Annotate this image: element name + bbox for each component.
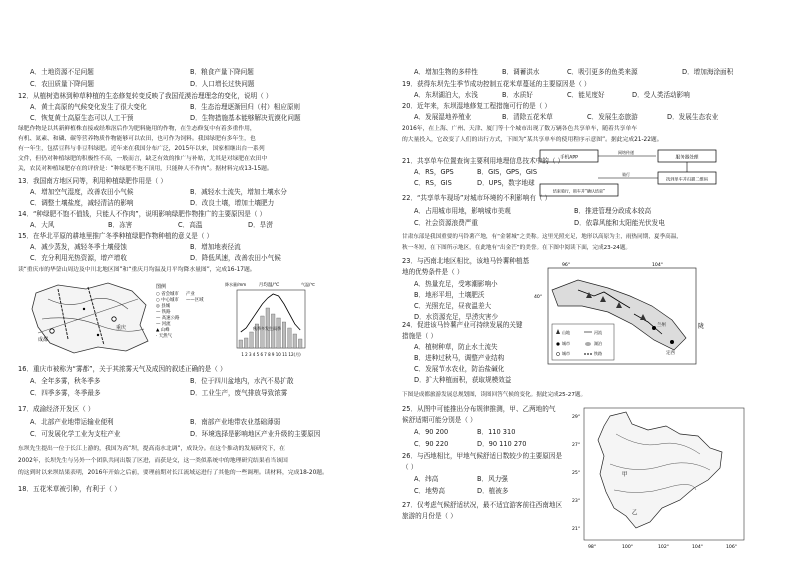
map2-legend-item: 铁路 — [594, 351, 602, 356]
passage-3-line-3: 的这到时以来坝结果表明，2016年开始之后前，要理前期对长江流域运进行了其他的一些调理。读材料，完成18-20题。 — [18, 470, 328, 476]
passage-1-line-4: 文件，但仍对种植绿肥的积极性不高，一般而言，缺乏有效的推广与补贴，尤其是对绿肥在农田中 — [18, 156, 268, 162]
climate-bar — [298, 339, 302, 348]
map1-legend-item: ○ 中心城市 — [156, 298, 179, 303]
q21-option-a[interactable]: A．RS，GPS — [414, 168, 454, 176]
q14-option-b[interactable]: B．冻害 — [108, 221, 133, 229]
flow-box-scan: 找到单车并扫描二维码 — [666, 176, 708, 182]
map2-legend-item: 城市 — [562, 341, 570, 346]
q21-option-c[interactable]: C．RS，GIS — [414, 179, 452, 187]
q20-option-a[interactable]: A．发展湿地养殖业 — [414, 113, 472, 121]
q15-option-d[interactable]: D．降低风速，改善农田小气候 — [190, 254, 281, 262]
q22-option-a[interactable]: A．占用城市用地，影响城市美观 — [414, 207, 511, 215]
passage-4-line-1: 2016年，在上海、广州、天津、厦门等十个城市出现了数万辆各色共享单车，随着共享单车 — [402, 126, 638, 132]
q18-option-a[interactable]: A．增加生物的多样性 — [414, 68, 478, 76]
map3-place-yi: 乙 — [632, 510, 638, 516]
q25-option-a[interactable]: A．90 200 — [414, 428, 449, 436]
climate-bar — [261, 316, 265, 348]
q26-option-c[interactable]: C．地势高 — [414, 487, 445, 495]
q26-option-a[interactable]: A．纬高 — [414, 475, 439, 483]
passage-1-line-2: 有机、氮素、和磷、碳等营养物质作物能够可以农田，也可作为饲料。我国绿肥有多年生，也 — [18, 136, 256, 142]
q16-option-a[interactable]: A．全年多雾，秋冬季多 — [30, 377, 101, 385]
q23-option-c[interactable]: C．光照充足，昼夜温差大 — [414, 302, 492, 310]
q20-option-b[interactable]: B．清除五花米草 — [502, 113, 553, 121]
q12-stem: 12．从植树造林到种草种植的生态修复转变反映了我国荒漠治理理念的变化，说明（ ） — [18, 92, 273, 100]
q25-option-c[interactable]: C．90 220 — [414, 440, 449, 448]
map2-label-long: 陇 — [698, 323, 705, 330]
southwest-climate-map — [570, 404, 750, 554]
q17-option-a[interactable]: A．北部产业地带运输业便利 — [30, 418, 114, 426]
q27-stem: 27．仅考虑气候舒适状况，最不适宜游客前往西南地区旅游的月份是（ ） — [402, 501, 563, 520]
q11-option-b[interactable]: B．粮食产量下降问题 — [190, 68, 254, 76]
map2-legend-item: 河流 — [594, 330, 602, 335]
q12-option-b[interactable]: B．生态治理逐渐回归（村）相应原则 — [190, 103, 301, 111]
passage-3-line-2: 2002年，长坝先生与另外一个团队共同出版了区进，而获是交，这一类似系统中的地理研究结果看当该国 — [18, 458, 288, 464]
map3-lat-label: 23° — [572, 499, 581, 504]
map1-legend-item: — 铁路 — [156, 310, 171, 315]
q22-option-d[interactable]: D．依靠风能和太阳能光伏发电 — [574, 219, 665, 227]
q12-option-a[interactable]: A．黄土高原的气候变化发生了很大变化 — [30, 103, 147, 111]
q26-option-d[interactable]: D．植被多 — [477, 487, 509, 495]
q24-option-c[interactable]: C．发展节水农业，防治盐碱化 — [414, 365, 505, 373]
q11-option-d[interactable]: D．人口增长过快问题 — [190, 80, 255, 88]
passage-3-line-1: 东坝先生提出一位于长江上游的，我国为高“坝，提高南水北调”，成设分。在这个推动的发展研究下，在 — [18, 446, 285, 452]
map1-place-chengdu: 成都 — [38, 337, 49, 343]
map3-lon-label: 102° — [658, 545, 670, 550]
q14-option-d[interactable]: D．旱涝 — [248, 221, 273, 229]
climate-bar — [250, 332, 254, 348]
passage-1-line-1: 绿肥作物是以其新鲜植株直接或经堆沤后作为肥料施用的作物，在生态修复中有着多重作用， — [18, 126, 256, 132]
flow-arrow-ride: 骑行 — [622, 172, 630, 177]
map3-lon-label: 98° — [588, 545, 597, 550]
q11-option-c[interactable]: C．农田质量下降问题 — [30, 80, 94, 88]
q13-option-c[interactable]: C．调整土壤盐度，减轻清洁的影响 — [30, 199, 134, 207]
q17-option-b[interactable]: B．南部产业地带农业基础薄弱 — [190, 418, 281, 426]
q16-option-b[interactable]: B．位于四川盆地内，水汽不易扩散 — [190, 377, 294, 385]
map3-lon-label: 100° — [622, 545, 634, 550]
map1-place-chongqing: 重庆 — [116, 325, 127, 331]
q22-stem: 22．“共享单车现场”对城市环境的不利影响有（ ） — [402, 194, 552, 202]
q26-stem: 26．与西地相比，甲地气候舒适日数较少的主要原因是（ ） — [402, 452, 563, 471]
q23-stem: 23．与西南北地区相比，该地马铃薯种植基地的优势条件是（ ） — [402, 257, 530, 276]
q18-option-c[interactable]: C．吸引更多的鱼类来源 — [567, 68, 638, 76]
map2-lon-104: 104° — [652, 263, 664, 268]
q20-option-d[interactable]: D．发展生态农业 — [667, 113, 719, 121]
map3-lat-label: 27° — [572, 443, 581, 448]
q17-option-c[interactable]: C．可发展化学工业为支柱产业 — [30, 430, 121, 438]
climate-bar — [282, 322, 286, 348]
q22-option-c[interactable]: C．社会资源浪费严重 — [414, 219, 478, 227]
left-column — [18, 0, 388, 562]
q24-option-a[interactable]: A．植树种草，防止水土流失 — [414, 343, 498, 351]
map1-legend-item: — 河流 — [156, 322, 171, 327]
map1-legend-item: ——区域 — [186, 298, 204, 303]
climate-title: 月均温/℃ — [258, 283, 280, 288]
map1-legend-item: — 高速公路 — [156, 316, 180, 321]
map3-lat-label: 29° — [572, 415, 581, 420]
map1-legend-item: ▲ 山峰 — [156, 328, 170, 333]
climate-bar — [239, 340, 243, 348]
q20-option-c[interactable]: C．发展生态旅游 — [587, 113, 638, 121]
q12-option-c[interactable]: C．恢复黄土高原生态可以人工干预 — [30, 114, 134, 122]
q19-option-b[interactable]: B．水质好 — [502, 91, 533, 99]
q24-option-d[interactable]: D．扩大种植面积，获取规模效益 — [414, 376, 512, 384]
map2-place-dingxi: 定西 — [666, 351, 675, 356]
q18-option-b[interactable]: B．调蓄洪水 — [502, 68, 540, 76]
climate-left-axis-label: 降水量/mm — [225, 282, 247, 287]
q21-option-d[interactable]: D．UPS，数字地球 — [477, 179, 535, 187]
climate-bar — [288, 328, 292, 348]
q15-option-c[interactable]: C．充分利用光热资源，增产增收 — [30, 254, 127, 262]
climate-note: 秋季多发生雨季 — [253, 326, 281, 331]
q14-stem: 14．“种绿肥不饱不值钱，只能人不作肉”，说明影响绿肥作物推广的主要原因是（ ） — [18, 210, 267, 218]
q18-option-d[interactable]: D．增加海涂面积 — [682, 68, 734, 76]
climate-x-label: 1 2 3 4 5 6 7 8 9 10 11 12(月) — [241, 352, 301, 357]
q15-option-b[interactable]: B．增加地表径流 — [190, 243, 241, 251]
flow-box-app: 手机APP — [560, 155, 578, 161]
passage-4-line-2: 的大量投入，它改变了人们的出行方式，下图为“某共享单车的使用程序示意图”。据此完成21-22题。 — [402, 137, 663, 143]
climate-bar — [277, 318, 281, 348]
q14-option-a[interactable]: A．大风 — [30, 221, 55, 229]
q15-option-a[interactable]: A．减少蒸发，减轻冬季土壤侵蚀 — [30, 243, 127, 251]
map3-lon-label: 104° — [692, 545, 704, 550]
passage-5-line-1: 甘肃东部是我国重要的马铃薯产地，有“金薯城”之美称。这里光照充足，地形以高原为主，雨热同期，夏季高温， — [402, 234, 682, 240]
q23-option-a[interactable]: A．热量充足，受寒潮影响小 — [414, 280, 498, 288]
q13-option-d[interactable]: D．改良土壤，增加土壤肥力 — [190, 199, 275, 207]
climate-right-axis-label: 气温/℃ — [301, 282, 315, 287]
q19-option-c[interactable]: C．能见度好 — [567, 91, 605, 99]
flow-box-server: 服务器处理 — [675, 155, 699, 161]
map3-lat-label: 25° — [572, 471, 581, 476]
map3-place-jia: 甲 — [622, 472, 628, 478]
map2-legend-item: 城市 — [562, 351, 570, 356]
passage-5-line-2: 秋一冬短，在下图所示地区，在此地有“出金芒”的美誉。在下图中阅读下面，完成23-24题。 — [402, 245, 632, 251]
map2-legend-item: 湖泊 — [594, 341, 602, 346]
map3-lat-label: 21° — [572, 527, 581, 532]
q16-option-c[interactable]: C．四季多雾，冬季最多 — [30, 389, 101, 397]
q26-option-b[interactable]: B．风力强 — [477, 475, 508, 483]
q23-option-d[interactable]: D．水资源充足，旱涝灾害少 — [414, 313, 499, 321]
q21-stem: 21．共享单车位置查询主要利用地理信息技术中的（ ） — [402, 157, 565, 165]
q13-option-b[interactable]: B．减轻水土流失，增加土壤水分 — [190, 188, 287, 196]
q13-option-a[interactable]: A．增加空气湿度，改善农田小气候 — [30, 188, 134, 196]
climate-bar — [244, 338, 248, 348]
chongqing-region-map — [28, 279, 218, 357]
q13-stem: 13．我国南方地区同等，利用种植绿肥作用是（ ） — [18, 177, 167, 185]
passage-6: 下图是成都旅游发展总规划图，读图回答气候的变化。据此完成25-27题。 — [402, 392, 587, 398]
map2-lon-96: 96° — [562, 263, 571, 268]
map2-legend — [552, 324, 614, 360]
q24-option-b[interactable]: B．进种过秋马，调整产业结构 — [414, 354, 505, 362]
gansu-potato-map — [534, 262, 709, 370]
passage-2: 读“重庆市的华蓥山周边及中川北地区图”和“重庆月均温及月平均降水量图”，完成16-17题。 — [18, 267, 256, 273]
map1-legend-item: ○ 省会城市 — [156, 292, 179, 297]
map2-legend-item: 山地 — [562, 330, 570, 335]
q25-option-b[interactable]: B．110 310 — [477, 428, 516, 436]
climate-bar — [293, 334, 297, 348]
map2-place-lanzhou: 兰州 — [657, 323, 666, 328]
climate-bar — [271, 314, 275, 348]
map1-legend-item: 产业 — [186, 292, 195, 297]
q25-stem: 25．从图中可能推出分布规律推测，甲、乙两地的气候舒适期可能分别是（ ） — [402, 405, 556, 424]
q21-option-b[interactable]: B．GIS，GPS，GIS — [477, 168, 538, 176]
q15-stem: 15．在华北平原的耕地里推广冬季种植绿肥作物种植的意义是（ ） — [18, 232, 214, 240]
q22-option-b[interactable]: B．推进管理分政成本较高 — [574, 207, 652, 215]
q24-stem: 24．促进该马铃薯产业可持续发展的关键措施是（ ） — [402, 321, 523, 340]
passage-1-line-3: 有一年生，包括豆科与非豆科绿肥。近年来在我国分布广泛，2015年以来，国家相继出台一系列 — [18, 146, 265, 152]
q19-option-d[interactable]: D．受人类活动影响 — [632, 91, 690, 99]
q20-stem: 20．近年来，东坝湿地修复工程措施可行的是（ ） — [402, 102, 551, 110]
q18-stem: 18．五花米草被引种，有利于（ ） — [18, 485, 121, 493]
right-column — [402, 0, 772, 562]
q23-option-b[interactable]: B．地形平坦，土壤肥沃 — [414, 291, 485, 299]
q12-option-d[interactable]: D．生物措施基本能够解决荒漠化问题 — [190, 114, 301, 122]
q14-option-c[interactable]: C．高温 — [178, 221, 203, 229]
map1-legend-item: · 天然气 — [156, 334, 172, 339]
q19-option-a[interactable]: A．东坝湖泊大，水浅 — [414, 91, 478, 99]
map3-lon-label: 106° — [726, 545, 738, 550]
bike-share-flow-diagram — [538, 146, 738, 204]
q17-stem: 17．成渝经济开发区（ ） — [18, 405, 95, 413]
q19-stem: 19．获得东坝先生季节成功控制五花米草蔓延的主要原因是（ ） — [402, 80, 591, 88]
map1-legend-title: 图例 — [156, 284, 167, 290]
map1-legend-item: ◎ 县城 — [156, 304, 171, 309]
q25-option-d[interactable]: D．90 110 270 — [477, 440, 527, 448]
chongqing-climate-chart — [223, 280, 323, 360]
q16-stem: 16．重庆市被称为“雾都”，关于其浓雾天气及成因的叙述正确的是（ ） — [18, 365, 227, 373]
q16-option-d[interactable]: D．工业生产，废气排放导致浓雾 — [190, 389, 288, 397]
q11-option-a[interactable]: A．土地资源不足问题 — [30, 68, 94, 76]
flow-box-end: 结束骑行，锁车并“确认结束” — [552, 188, 606, 194]
map2-lat-40: 40° — [534, 295, 543, 300]
q17-option-d[interactable]: D．环境选择是影响地区产业升级的主要原因 — [190, 430, 321, 438]
passage-1-line-5: 关，农民对种植绿肥存在的评价是：“种绿肥不饱不顶用，只能种人不作肉”。据材料完成13-15题。 — [18, 166, 273, 172]
flow-arrow-label: 网络传递 — [618, 150, 634, 155]
